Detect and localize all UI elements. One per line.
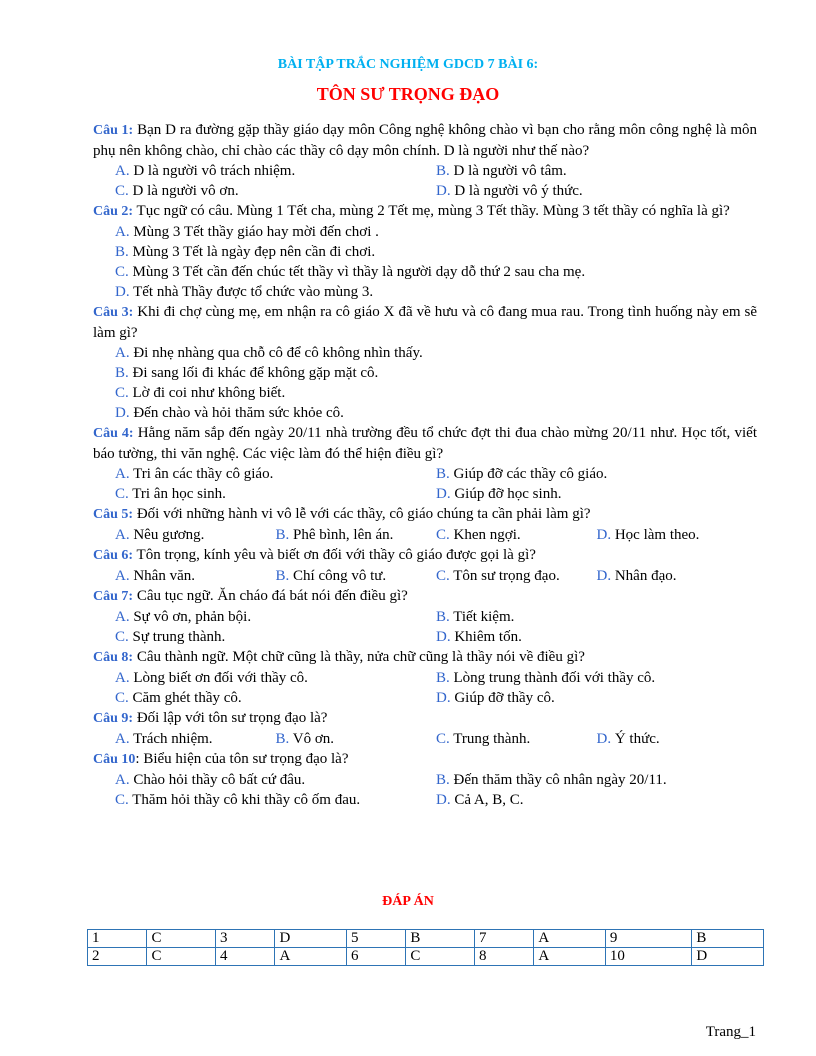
option-d: D. Giúp đỡ thầy cô. [436, 690, 555, 706]
table-cell: 10 [605, 948, 691, 966]
option-c: C. Sự trung thành. [115, 629, 226, 645]
option-c: C. Tôn sư trọng đạo. [436, 568, 560, 584]
option-a: A. Đi nhẹ nhàng qua chỗ cô để cô không nhìn thấy. [115, 345, 423, 361]
option-b: B. Lòng trung thành đối với thầy cô. [436, 670, 656, 686]
table-cell: C [147, 930, 216, 948]
option-d: D. Cả A, B, C. [436, 792, 524, 808]
table-cell: 1 [88, 930, 147, 948]
question-3 [93, 302, 757, 423]
table-cell: 9 [605, 930, 691, 948]
question-label: Câu 5: [93, 507, 134, 522]
option-d: D. Đến chào và hỏi thăm sức khỏe cô. [115, 405, 344, 421]
question-label: Câu 6: [93, 548, 134, 563]
question-text: Hằng năm sắp đến ngày 20/11 nhà trường đều tổ chức đợt thi đua chào mừng 20/11 như. Học tốt, viết báo tường, thi văn nghệ. Các việc làm đó thể hiện điều gì? [93, 425, 758, 462]
option-c: C. Trung thành. [436, 731, 531, 747]
question-label: Câu 8: [93, 650, 134, 665]
question-text: Bạn D ra đường gặp thầy giáo dạy môn Công nghệ không chào vì bạn cho rằng môn công nghệ là môn phụ nên không chào, chỉ chào các thầy cô dạy môn chính. D là người như thế nào? [93, 122, 758, 159]
option-a: A. Chào hỏi thầy cô bất cứ đâu. [115, 772, 306, 788]
question-5 [93, 504, 757, 545]
option-b: B. Mùng 3 Tết là ngày đẹp nên cần đi chơi. [115, 244, 376, 260]
option-c: C. Thăm hỏi thầy cô khi thầy cô ốm đau. [115, 792, 361, 808]
table-cell: D [692, 948, 764, 966]
table-cell: D [275, 930, 347, 948]
table-row [88, 948, 764, 966]
question-1 [93, 120, 757, 201]
question-text: Tôn trọng, kính yêu và biết ơn đối với thầy cô giáo được gọi là gì? [136, 547, 536, 563]
option-b: B. Giúp đỡ các thầy cô giáo. [436, 466, 608, 482]
option-d: D. Học làm theo. [596, 527, 700, 543]
option-d: D. Giúp đỡ học sinh. [436, 486, 562, 502]
question-text: Đối với những hành vi vô lễ với các thầy, cô giáo chúng ta cần phải làm gì? [136, 506, 591, 522]
question-label: Câu 3: [93, 305, 134, 320]
worksheet-title: BÀI TẬP TRẮC NGHIỆM GDCD 7 BÀI 6: [277, 57, 539, 72]
question-2 [93, 201, 757, 302]
question-7 [93, 586, 757, 647]
question-label: Câu 10 [93, 752, 136, 767]
option-b: B. Đi sang lối đi khác để không gặp mặt cô. [115, 365, 379, 381]
table-cell: 5 [346, 930, 405, 948]
option-b: B. Chí công vô tư. [275, 568, 387, 584]
table-cell: 2 [88, 948, 147, 966]
table-cell: B [406, 930, 475, 948]
question-6 [93, 545, 757, 586]
option-c: C. Tri ân học sinh. [115, 486, 226, 502]
option-b: B. Vô ơn. [275, 731, 335, 747]
option-a: A. Mùng 3 Tết thầy giáo hay mời đến chơi . [115, 224, 379, 240]
option-a: A. Tri ân các thầy cô giáo. [115, 466, 274, 482]
answer-key-title: ĐÁP ÁN [382, 894, 434, 909]
question-4 [93, 423, 757, 504]
option-d: D. Tết nhà Thầy được tổ chức vào mùng 3. [115, 284, 374, 300]
option-c: C. Lờ đi coi như không biết. [115, 385, 286, 401]
question-text: Đối lập với tôn sư trọng đạo là? [136, 710, 328, 726]
table-cell: A [275, 948, 347, 966]
option-c: C. Mùng 3 Tết cần đến chúc tết thầy vì thầy là người dạy dỗ thứ 2 sau cha mẹ. [115, 264, 586, 280]
question-10 [93, 749, 757, 810]
question-text: : Biểu hiện của tôn sư trọng đạo là? [135, 751, 349, 767]
table-cell: A [534, 930, 606, 948]
option-b: B. Tiết kiệm. [436, 609, 515, 625]
option-a: A. D là người vô trách nhiệm. [115, 163, 296, 179]
table-cell: A [534, 948, 606, 966]
option-a: A. Nhân văn. [115, 568, 195, 584]
question-label: Câu 7: [93, 589, 134, 604]
option-b: B. Đến thăm thầy cô nhân ngày 20/11. [436, 772, 667, 788]
option-a: A. Lòng biết ơn đối với thầy cô. [115, 670, 308, 686]
table-cell: B [692, 930, 764, 948]
option-a: A. Nêu gương. [115, 527, 205, 543]
table-cell: C [406, 948, 475, 966]
question-text: Tục ngữ có câu. Mùng 1 Tết cha, mùng 2 Tết mẹ, mùng 3 Tết thầy. Mùng 3 tết thầy có nghĩa là gì? [136, 203, 730, 219]
question-label: Câu 1: [93, 123, 134, 138]
question-list [93, 120, 757, 810]
table-cell: 8 [474, 948, 533, 966]
question-text: Câu tục ngữ. Ăn cháo đá bát nói đến điều gì? [136, 588, 408, 604]
option-b: B. D là người vô tâm. [436, 163, 567, 179]
option-d: D. Khiêm tốn. [436, 629, 522, 645]
table-cell: 4 [215, 948, 274, 966]
option-c: C. Căm ghét thầy cô. [115, 690, 242, 706]
table-cell: 7 [474, 930, 533, 948]
question-9 [93, 708, 757, 749]
option-c: C. D là người vô ơn. [115, 183, 239, 199]
table-row [88, 930, 764, 948]
option-d: D. Nhân đạo. [596, 568, 677, 584]
table-cell: 3 [215, 930, 274, 948]
option-d: D. D là người vô ý thức. [436, 183, 583, 199]
question-label: Câu 4: [93, 426, 134, 441]
question-text: Khi đi chợ cùng mẹ, em nhận ra cô giáo X đã về hưu và cô đang mua rau. Trong tình huống này em sẽ làm gì? [93, 304, 758, 341]
question-text: Câu thành ngữ. Một chữ cũng là thầy, nửa chữ cũng là thầy nói về điều gì? [136, 649, 585, 665]
worksheet-subtitle: TÔN SƯ TRỌNG ĐẠO [316, 84, 500, 104]
question-label: Câu 9: [93, 711, 134, 726]
option-a: A. Trách nhiệm. [115, 731, 213, 747]
option-c: C. Khen ngợi. [436, 527, 521, 543]
option-d: D. Ý thức. [596, 731, 660, 747]
option-a: A. Sự vô ơn, phản bội. [115, 609, 252, 625]
question-label: Câu 2: [93, 204, 134, 219]
table-cell: 6 [346, 948, 405, 966]
page-number: Trang_1 [705, 1024, 756, 1040]
option-b: B. Phê bình, lên án. [275, 527, 394, 543]
question-8 [93, 647, 757, 708]
table-cell: C [147, 948, 216, 966]
answer-key-table [87, 929, 764, 966]
